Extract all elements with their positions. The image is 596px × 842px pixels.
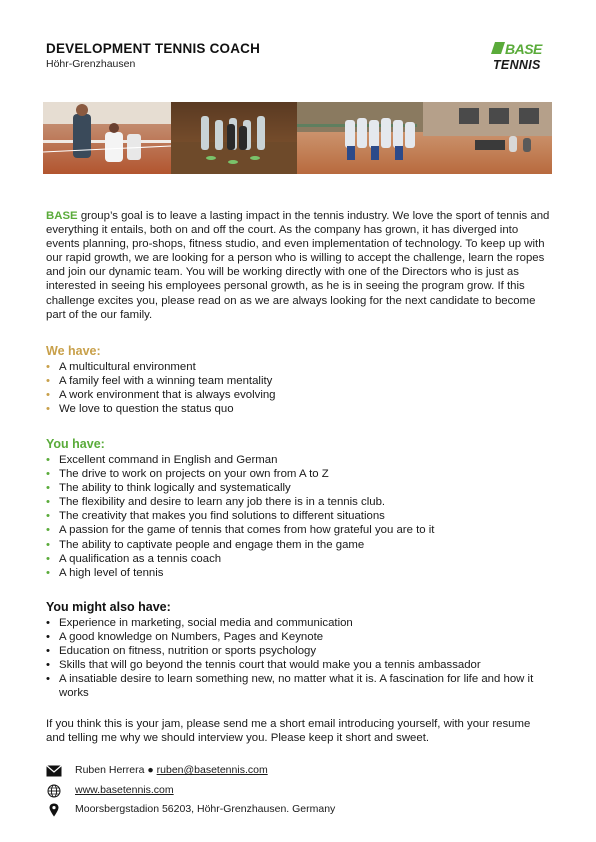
list-item: • The ability to captivate people and engage them in the game — [46, 538, 365, 551]
bullet-icon: • — [46, 361, 50, 373]
bullet-icon: • — [46, 389, 50, 402]
bullet-icon: • — [46, 496, 50, 509]
intro-text: group’s goal is to leave a lasting impact in the tennis industry. We love the sport of tennis and everything it entails, both on and off the court. As the company has grown, it has diverged into events planning, pro-shops, fitness studio, and even implementation of technology. To keep up with our rapid growth, we are looking for a person who is willing to accept the challenge, learn the ropes and join our dynamic team. You will be working directly with one of the Directors who is just as interested in seeing his employees personal growth, as he is in seeing the program grow. If this challenge excites you, please read on as we are always looking for the next candidate to become part of the our family. — [46, 210, 550, 321]
bullet-icon: • — [46, 524, 50, 537]
list-item: • A passion for the game of tennis that comes from how grateful you are to it — [46, 524, 435, 537]
separator-dot: ● — [144, 764, 157, 776]
bullet-icon: • — [46, 645, 50, 658]
photo-coaching — [43, 102, 171, 174]
list-item: • A work environment that is always evolving — [46, 389, 276, 402]
list-item: • A high level of tennis — [46, 566, 164, 579]
closing-paragraph: If you think this is your jam, please send me a short email introducing yourself, with your resume and telling me why we should interview you. Please keep it short and sweet. — [46, 718, 531, 745]
bullet-icon: • — [46, 659, 50, 672]
bullet-icon: • — [46, 454, 50, 466]
logo-text-tennis: TENNIS — [493, 58, 541, 72]
list-item: • A insatiable desire to learn something new, no matter what it is. A fascination for life and how it works — [46, 673, 534, 700]
job-location: Höhr-Grenzhausen — [46, 58, 136, 70]
list-item: • The drive to work on projects on your own from A to Z — [46, 468, 329, 481]
email-link[interactable]: ruben@basetennis.com — [156, 764, 268, 776]
hero-photo-strip — [43, 102, 552, 174]
you-have-heading: You have: — [46, 437, 105, 451]
location-pin-icon — [46, 803, 62, 817]
bullet-icon: • — [46, 510, 50, 523]
contact-name: Ruben Herrera — [75, 764, 145, 776]
bullet-icon: • — [46, 403, 50, 416]
logo-text-base: BASE — [505, 41, 542, 57]
base-tennis-logo — [491, 40, 553, 72]
photo-group-huddle — [297, 102, 552, 174]
globe-icon — [46, 784, 62, 798]
bullet-icon: • — [46, 566, 50, 579]
bullet-icon: • — [46, 673, 50, 686]
bullet-icon: • — [46, 468, 50, 481]
we-have-list — [46, 360, 552, 416]
list-item: • A multicultural environment — [46, 361, 196, 373]
bullet-icon: • — [46, 375, 50, 388]
list-item: • A good knowledge on Numbers, Pages and Keynote — [46, 631, 324, 644]
website-link[interactable]: www.basetennis.com — [75, 784, 174, 796]
photo-team-hall — [171, 102, 297, 174]
list-item: • A family feel with a winning team mentality — [46, 375, 273, 388]
bullet-icon: • — [46, 631, 50, 644]
job-title: DEVELOPMENT TENNIS COACH — [46, 41, 261, 56]
list-item: • The creativity that makes you find solutions to different situations — [46, 510, 385, 523]
list-item: • Experience in marketing, social media and communication — [46, 617, 353, 629]
list-item: • Education on fitness, nutrition or sports psychology — [46, 645, 317, 658]
address-text: Moorsbergstadion 56203, Höhr-Grenzhausen. Germany — [75, 803, 336, 815]
bullet-icon: • — [46, 552, 50, 565]
list-item: • We love to question the status quo — [46, 403, 234, 416]
bullet-icon: • — [46, 538, 50, 551]
list-item: • Excellent command in English and German — [46, 454, 278, 466]
list-item: • A qualification as a tennis coach — [46, 552, 222, 565]
intro-brand: BASE — [46, 210, 78, 222]
envelope-icon — [46, 764, 62, 778]
intro-paragraph — [46, 209, 552, 322]
also-have-list — [46, 616, 552, 701]
bullet-icon: • — [46, 617, 50, 629]
list-item: • The flexibility and desire to learn any job there is in a tennis club. — [46, 496, 386, 509]
list-item: • The ability to think logically and systematically — [46, 482, 291, 495]
you-have-list — [46, 453, 552, 580]
bullet-icon: • — [46, 482, 50, 495]
also-have-heading: You might also have: — [46, 600, 171, 614]
list-item: • Skills that will go beyond the tennis court that would make you a tennis ambassador — [46, 659, 481, 672]
we-have-heading: We have: — [46, 344, 101, 358]
